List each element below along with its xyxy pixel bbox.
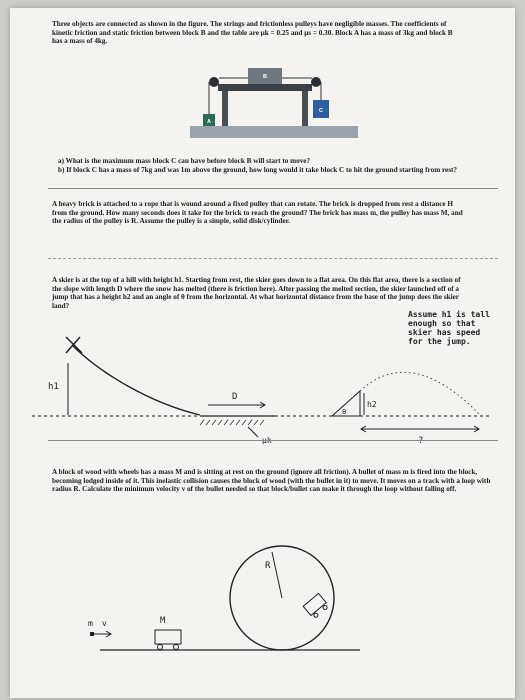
note-line-4: for the jump. bbox=[408, 337, 471, 346]
table-leg-left bbox=[222, 90, 228, 126]
problem4-text: A block of wood with wheels has a mass M and is sitting at rest on the ground (ignore all friction). A bullet of mass m is fired into the block, becoming lodged inside of it. This inelastic collision causes the block of wood (with the bullet in it) to move. It moves on a track with a loop with radius R. Calculate the minimum velocity v of the bullet needed so that block/bullet can make it through the loop without falling off. bbox=[52, 468, 491, 494]
label-h2: h2 bbox=[367, 400, 377, 409]
problem1-text: Three objects are connected as shown in the figure. The strings and frictionless pulleys have negligible masses. The coefficients of kinetic friction and static friction between block B and the table are μk = 0.25 and μs = 0.30. Block A has a mass of 3kg and block B has a mass of 4kg. bbox=[52, 20, 453, 46]
bullet bbox=[90, 632, 94, 636]
label-theta: θ bbox=[342, 408, 347, 416]
label-question: ? bbox=[418, 436, 424, 446]
skier-trajectory bbox=[360, 372, 480, 415]
pulley-left bbox=[209, 77, 219, 87]
problem2-text: A heavy brick is attached to a rope that is wound around a fixed pulley that can rotate. The brick is dropped from rest a distance H from the ground. How many seconds does it take for the brick to reach the ground? The brick has mass m, the pulley has mass M, and the radius of the pulley is R. Assume the pulley is a simple, solid disk/cylinder. bbox=[52, 200, 463, 226]
loop-diagram bbox=[10, 528, 515, 688]
label-r: R bbox=[265, 561, 271, 571]
pulley-right bbox=[311, 77, 321, 87]
block-in-loop bbox=[303, 593, 329, 619]
skier-diagram bbox=[10, 323, 515, 453]
table-leg-right bbox=[302, 90, 308, 126]
hill-slope bbox=[72, 345, 200, 415]
label-h1: h1 bbox=[48, 382, 59, 392]
question-b: b) If block C has a mass of 7kg and was 1m above the ground, how long would it take block C to hit the ground starting from rest? bbox=[58, 166, 458, 174]
label-mu: μk bbox=[262, 436, 272, 445]
label-m-bullet: m bbox=[88, 619, 93, 628]
friction-hatching bbox=[200, 420, 264, 425]
wheel-right bbox=[174, 645, 179, 650]
note-line-3: skier has speed bbox=[408, 328, 481, 337]
mu-pointer bbox=[248, 427, 258, 437]
divider-2 bbox=[48, 258, 498, 259]
wheel-left bbox=[158, 645, 163, 650]
question-a: a) What is the maximum mass block C can have before block B will start to move? bbox=[58, 157, 311, 165]
label-b: B bbox=[263, 74, 267, 80]
pulley-diagram bbox=[10, 8, 515, 148]
label-d: D bbox=[232, 392, 238, 402]
radius-line bbox=[272, 552, 282, 598]
divider-3 bbox=[48, 440, 498, 441]
problem3-text: A skier is at the top of a hill with height h1. Starting from rest, the skier goes down to a flat area. On this flat area, there is a section of the slope with length D where the snow has melted (there is friction here). After passing the melted section, the skier launched off of a jump that has a height h2 and an angle of θ from the horizontal. At what horizontal distance from the base of the jump does the skier land? bbox=[52, 276, 461, 310]
label-v: v bbox=[102, 619, 107, 628]
label-a: A bbox=[207, 119, 211, 125]
tabletop bbox=[218, 84, 312, 91]
divider-1 bbox=[48, 188, 498, 189]
note-line-1: Assume h1 is tall bbox=[408, 310, 490, 319]
table-base bbox=[190, 126, 358, 138]
label-m-block: M bbox=[160, 616, 166, 626]
label-c: C bbox=[319, 108, 323, 114]
note-line-2: enough so that bbox=[408, 319, 476, 328]
skier-icon bbox=[66, 337, 82, 353]
worksheet-page bbox=[10, 8, 515, 698]
block-m bbox=[155, 630, 181, 644]
